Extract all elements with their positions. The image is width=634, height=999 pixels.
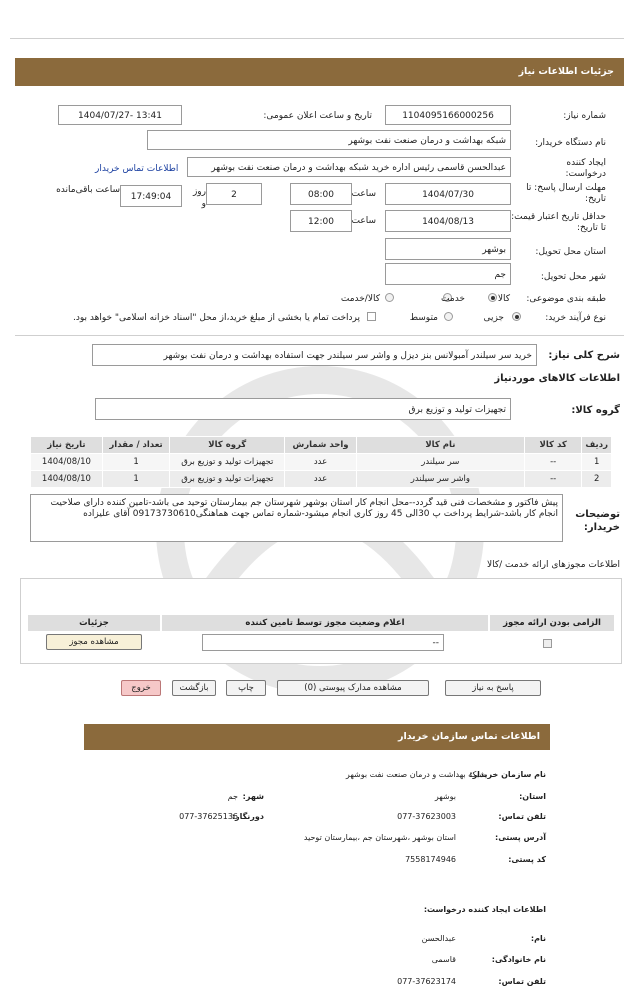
- city-label: شهر:: [242, 792, 264, 801]
- goods-group-label: گروه کالا:: [571, 405, 620, 416]
- permits-title: اطلاعات مجوزهای ارائه خدمت /کالا: [486, 560, 620, 570]
- category-option-service: خدمت: [441, 294, 465, 304]
- col-qty: تعداد / مقدار: [102, 437, 170, 454]
- permits-head-required: الزامی بودن ارائه مجوز: [490, 615, 614, 631]
- table-row: [31, 454, 612, 471]
- permit-status-field: --: [202, 634, 444, 651]
- cell-name: سر سیلندر: [356, 454, 524, 471]
- category-radio-goods[interactable]: [488, 293, 497, 302]
- category-radio-goods-service[interactable]: [385, 293, 394, 302]
- announce-datetime-label: تاریخ و ساعت اعلان عمومی:: [263, 111, 372, 121]
- buyer-notes-label: توضیحات خریدار:: [575, 509, 620, 533]
- col-unit: واحد شمارش: [285, 437, 357, 454]
- cell-group: تجهیزات تولید و توزیع برق: [170, 454, 285, 471]
- fax-label: دورنگار:: [231, 812, 264, 821]
- deadline-remaining-field: 17:49:04: [120, 185, 182, 207]
- address-label: آدرس پستی:: [495, 833, 546, 842]
- deadline-time-field: 08:00: [290, 183, 352, 205]
- buyer-notes-field: پیش فاکتور و مشخصات فنی قید گردد--محل انجام کار استان بوشهر شهرستان جم بیمارستان توحید می باشد-تامین کننده دارای صلاحیت انجام کار باشد-شرایط پرداخت پ 30الی 45 روز کاری انجام میشود-شماره تماس جهت هماهنگی09173730610 آقای علیزاده: [30, 494, 563, 542]
- cell-name: واشر سر سیلندر: [356, 471, 524, 488]
- creator-phone-value: 077-37623174: [397, 977, 456, 986]
- permits-head-details: جزئیات: [28, 615, 160, 631]
- summary-field: خرید سر سیلندر آمبولانس بنز دیزل و واشر سر سیلندر جهت استفاده بهداشت و درمان نفت بوشهر: [92, 344, 537, 366]
- org-label: نام سازمان خریدار:: [469, 770, 546, 779]
- cell-qty: 1: [102, 454, 170, 471]
- price-validity-label: حداقل تاریخ اعتبار قیمت: تا تاریخ:: [511, 212, 606, 233]
- postal-label: کد پستی:: [508, 855, 546, 864]
- deadline-date-field: 1404/07/30: [385, 183, 511, 205]
- cell-date: 1404/08/10: [31, 454, 103, 471]
- cell-unit: عدد: [285, 454, 357, 471]
- first-name-value: عبدالحسن: [421, 934, 456, 943]
- org-value: شبکه بهداشت و درمان صنعت نفت بوشهر: [345, 770, 486, 779]
- creator-field: عبدالحسن قاسمی رئیس اداره خرید شبکه بهداشت و درمان صنعت نفت بوشهر: [187, 157, 511, 177]
- delivery-city-label: شهر محل تحویل:: [540, 272, 606, 282]
- table-row: [31, 471, 612, 488]
- category-label: طبقه بندی موضوعی:: [526, 294, 606, 304]
- top-divider: [10, 38, 624, 39]
- goods-table: [30, 436, 612, 488]
- process-label: نوع فرآیند خرید:: [545, 313, 606, 323]
- attachments-button[interactable]: مشاهده مدارک پیوستی (0): [277, 680, 429, 696]
- summary-label: شرح کلی نیاز:: [548, 350, 620, 361]
- cell-code: --: [524, 471, 582, 488]
- process-radio-medium[interactable]: [444, 312, 453, 321]
- buyer-org-field: شبکه بهداشت و درمان صنعت نفت بوشهر: [147, 130, 511, 150]
- col-date: تاریخ نیاز: [31, 437, 103, 454]
- need-number-field: 1104095166000256: [385, 105, 511, 125]
- deadline-label: مهلت ارسال پاسخ: تا تاریخ:: [526, 183, 606, 204]
- first-name-label: نام:: [530, 934, 546, 943]
- deadline-days-field: 2: [206, 183, 262, 205]
- col-name: نام کالا: [356, 437, 524, 454]
- treasury-payment-note: پرداخت تمام یا بخشی از مبلغ خرید،از محل "اسناد خزانه اسلامی" خواهد بود.: [72, 313, 360, 323]
- creator-phone-label: تلفن تماس:: [498, 977, 546, 986]
- deadline-time-label: ساعت: [351, 189, 376, 199]
- permit-required-checkbox: [543, 639, 552, 648]
- cell-group: تجهیزات تولید و توزیع برق: [170, 471, 285, 488]
- buyer-contact-title: اطلاعات تماس سازمان خریدار: [397, 731, 540, 742]
- reply-button[interactable]: پاسخ به نیاز: [445, 680, 541, 696]
- deadline-days-label: روز و: [192, 187, 206, 209]
- price-validity-time-field: 12:00: [290, 210, 352, 232]
- fax-value: 077-37625136: [179, 812, 238, 821]
- last-name-value: قاسمی: [431, 955, 456, 964]
- province-label: استان:: [519, 792, 546, 801]
- col-row: ردیف: [582, 437, 612, 454]
- cell-unit: عدد: [285, 471, 357, 488]
- phone-label: تلفن تماس:: [498, 812, 546, 821]
- cell-qty: 1: [102, 471, 170, 488]
- col-group: گروه کالا: [170, 437, 285, 454]
- delivery-province-field: بوشهر: [385, 238, 511, 260]
- buyer-contact-header: [84, 724, 550, 750]
- process-option-minor: جزیی: [483, 313, 504, 323]
- buyer-contact-link[interactable]: اطلاعات تماس خریدار: [95, 164, 179, 174]
- permits-head-status: اعلام وضعیت مجوز توسط تامین کننده: [162, 615, 488, 631]
- buyer-org-label: نام دستگاه خریدار:: [535, 138, 606, 148]
- print-button[interactable]: چاپ: [226, 680, 266, 696]
- postal-value: 7558174946: [405, 855, 456, 864]
- price-validity-time-label: ساعت: [351, 216, 376, 226]
- last-name-label: نام خانوادگی:: [491, 955, 546, 964]
- creator-section-title: اطلاعات ایجاد کننده درخواست:: [423, 905, 546, 914]
- process-radio-minor[interactable]: [512, 312, 521, 321]
- cell-row: 2: [582, 471, 612, 488]
- need-number-label: شماره نیاز:: [563, 111, 606, 121]
- category-option-goods: کالا: [497, 294, 510, 304]
- city-value: جم: [227, 792, 238, 801]
- deadline-remaining-label: ساعت باقی‌مانده: [56, 185, 120, 195]
- price-validity-date-field: 1404/08/13: [385, 210, 511, 232]
- category-option-goods-service: کالا/خدمت: [340, 294, 380, 304]
- details-header-title: جزئیات اطلاعات نیاز: [518, 66, 614, 77]
- cell-date: 1404/08/10: [31, 471, 103, 488]
- treasury-payment-checkbox[interactable]: [367, 312, 376, 321]
- cell-code: --: [524, 454, 582, 471]
- delivery-city-field: جم: [385, 263, 511, 285]
- cell-row: 1: [582, 454, 612, 471]
- goods-group-field: تجهیزات تولید و توزیع برق: [95, 398, 511, 420]
- section-divider-1: [15, 335, 624, 336]
- delivery-province-label: استان محل تحویل:: [535, 247, 606, 257]
- col-code: کد کالا: [524, 437, 582, 454]
- goods-info-title: اطلاعات کالاهای موردنیاز: [494, 373, 620, 384]
- process-option-medium: متوسط: [409, 313, 438, 323]
- back-button[interactable]: بازگشت: [172, 680, 216, 696]
- details-header: [15, 58, 624, 86]
- address-value: استان بوشهر ،شهرستان جم ،بیمارستان توحید: [303, 833, 456, 842]
- province-value: بوشهر: [434, 792, 456, 801]
- announce-datetime-field: 1404/07/27- 13:41: [58, 105, 182, 125]
- creator-label: ایجاد کننده درخواست:: [565, 158, 606, 179]
- exit-button[interactable]: خروج: [121, 680, 161, 696]
- view-permit-button[interactable]: مشاهده مجوز: [46, 634, 142, 650]
- goods-table-header: [31, 437, 612, 454]
- phone-value: 077-37623003: [397, 812, 456, 821]
